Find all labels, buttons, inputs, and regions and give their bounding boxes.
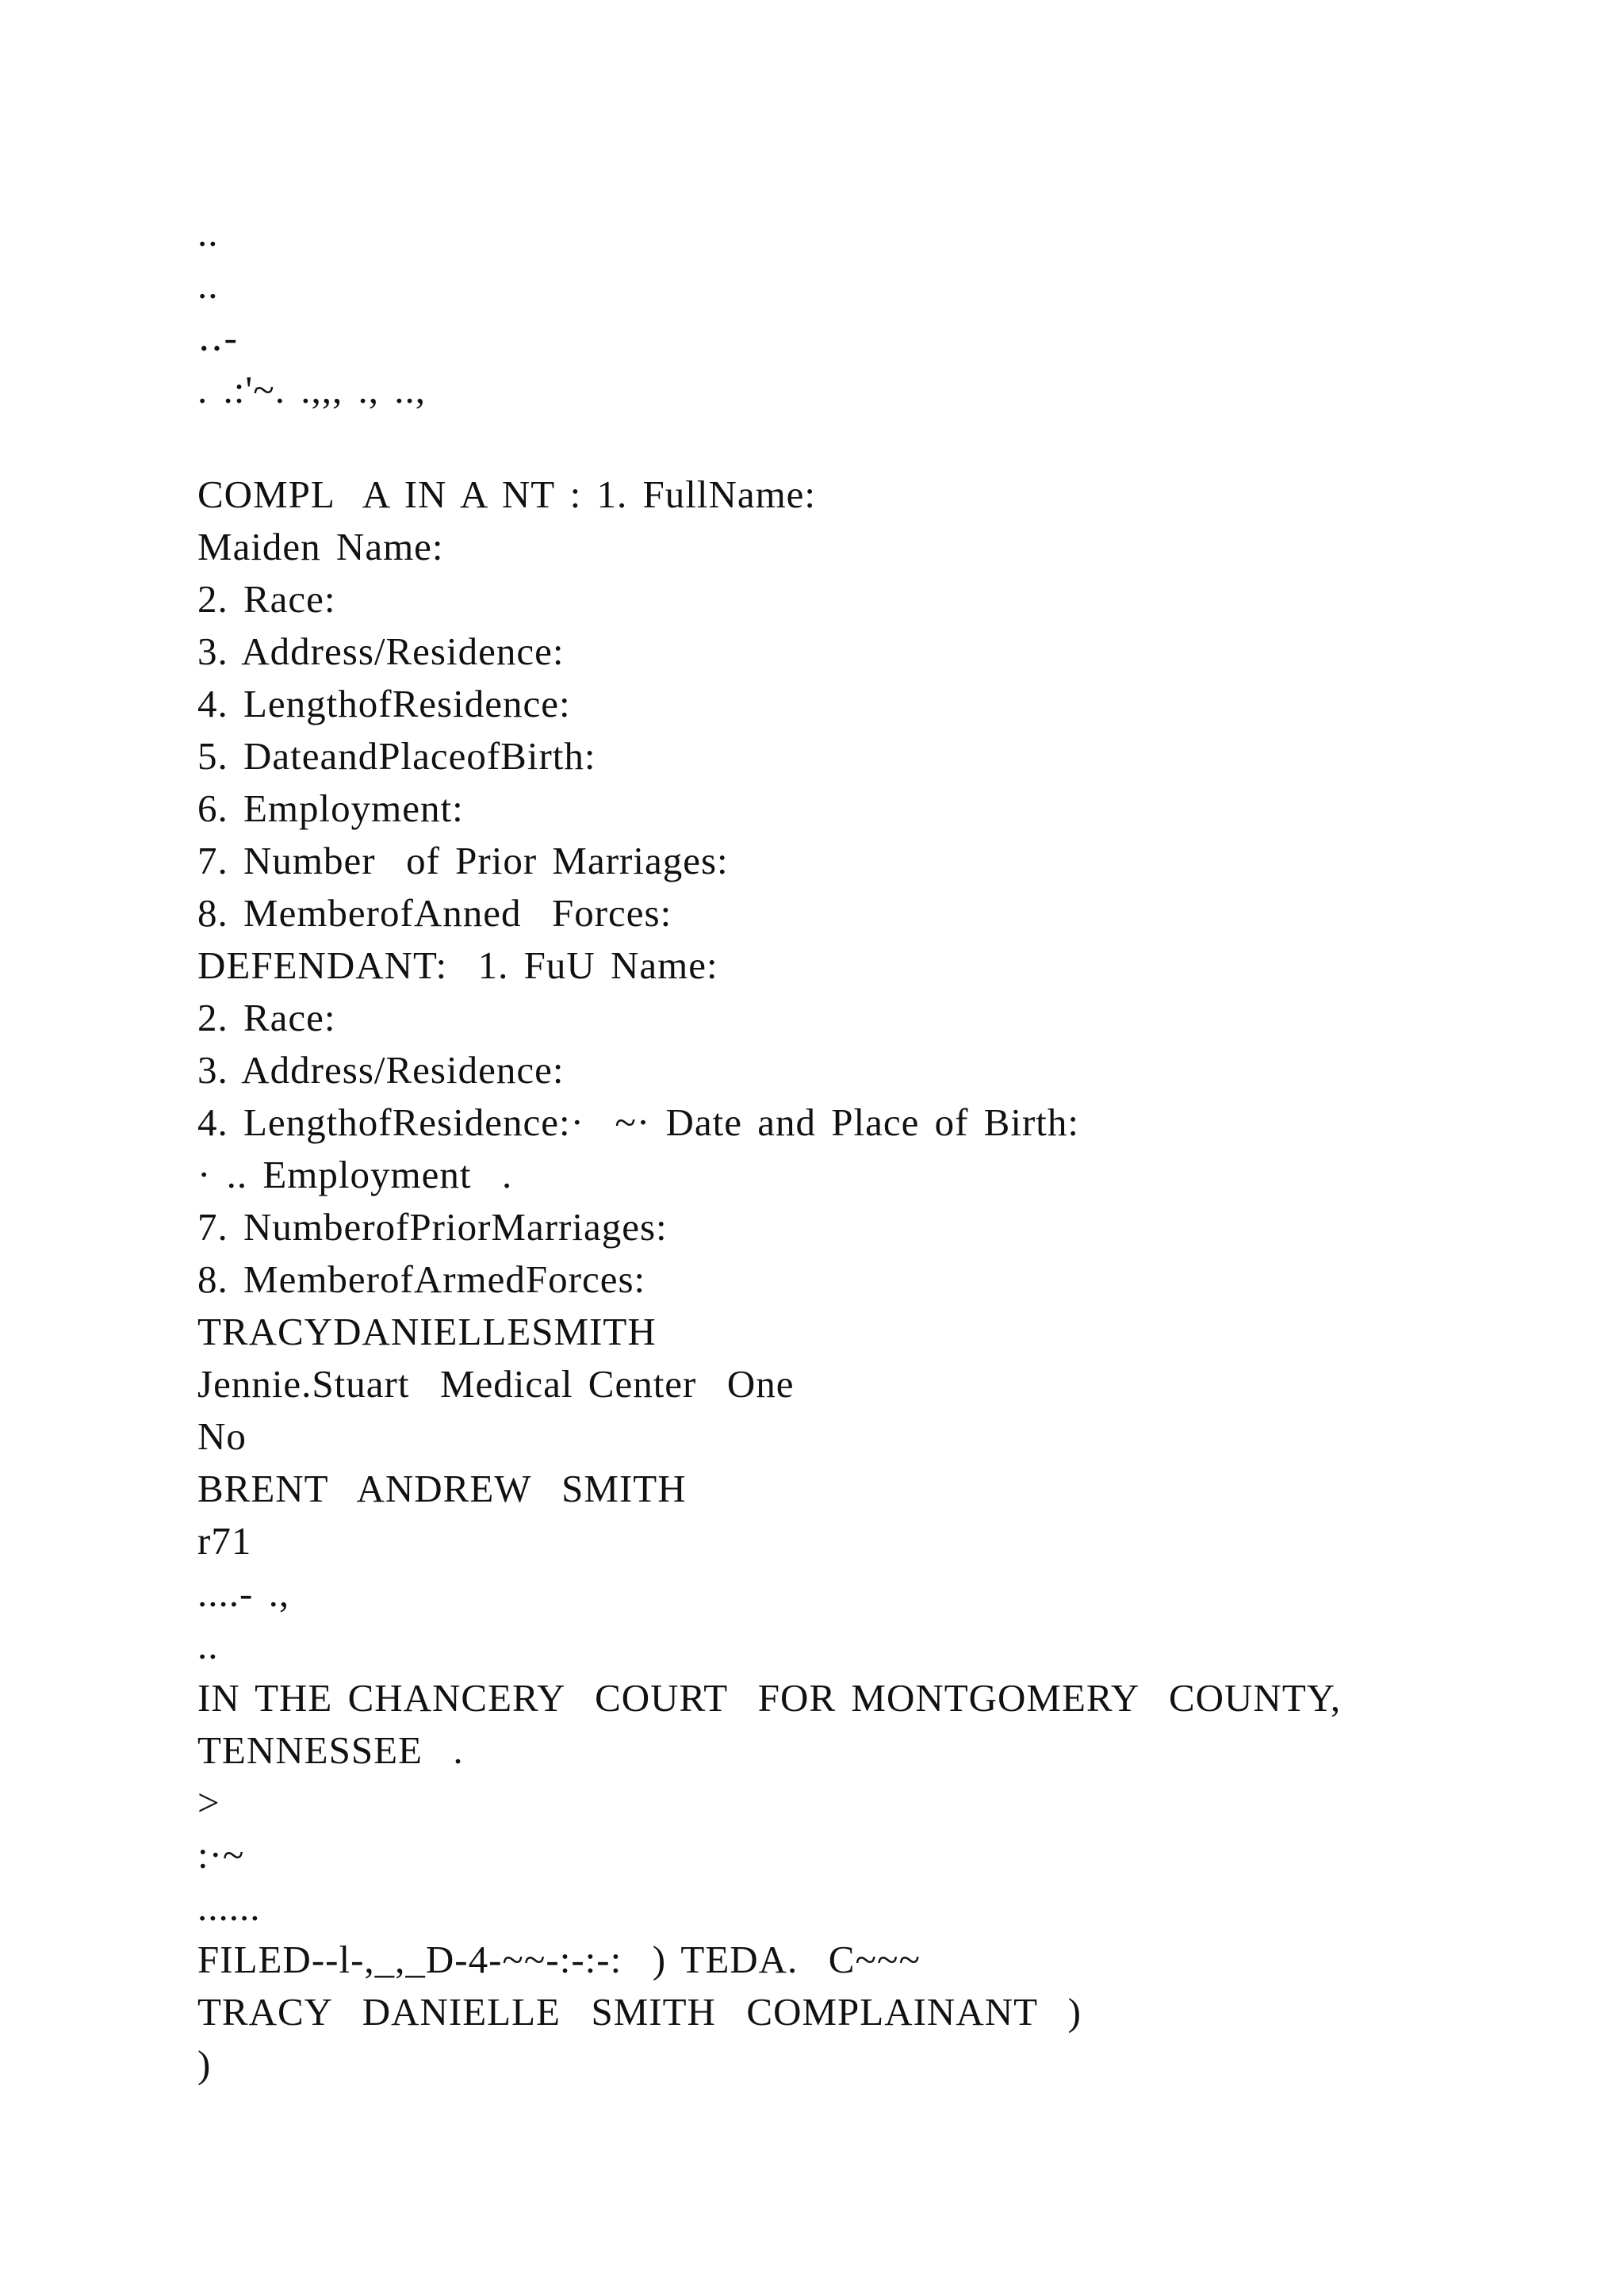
armed-forces-value: No [197, 1414, 247, 1458]
text-line: .. [197, 263, 219, 307]
blank-line [197, 416, 1341, 469]
address-label: 3. Address/Residence: [197, 629, 565, 673]
text-line: . .:'~. .,,, ., .., [197, 368, 426, 411]
text-line: r71 [197, 1519, 252, 1563]
text-line: ...... [197, 1885, 261, 1929]
text-line: ....- ., [197, 1571, 290, 1615]
defendant-armed-forces-label: 8. MemberofArmedForces: [197, 1257, 646, 1301]
case-caption-complainant: TRACY DANIELLE SMITH COMPLAINANT ) [197, 1990, 1082, 2034]
employment-value: Jennie.Stuart Medical Center One [197, 1362, 795, 1406]
text-line: .. [197, 1624, 219, 1667]
complainant-name-value: TRACYDANIELLESMITH [197, 1310, 657, 1353]
defendant-residence-birth-label: 4. LengthofResidence:· ~· Date and Place of Birth: [197, 1100, 1079, 1144]
text-line: > [197, 1781, 220, 1824]
race-label: 2. Race: [197, 577, 336, 621]
text-line: ‥- [197, 316, 238, 359]
defendant-address-label: 3. Address/Residence: [197, 1048, 565, 1092]
court-heading: IN THE CHANCERY COURT FOR MONTGOMERY COUNTY, [197, 1676, 1342, 1720]
text-line: :·~ [197, 1833, 245, 1877]
length-of-residence-label: 4. LengthofResidence: [197, 682, 571, 725]
maiden-name-label: Maiden Name: [197, 525, 444, 568]
defendant-race-label: 2. Race: [197, 996, 336, 1039]
defendant-full-name-label: DEFENDANT: 1. FuU Name: [197, 943, 718, 987]
armed-forces-label: 8. MemberofAnned Forces: [197, 891, 672, 935]
date-place-birth-label: 5. DateandPlaceofBirth: [197, 734, 596, 778]
defendant-employment-label: · .. Employment . [197, 1153, 513, 1196]
text-line: .. [197, 211, 219, 254]
case-caption-bracket: ) [197, 2042, 212, 2086]
court-heading-state: TENNESSEE . [197, 1728, 464, 1772]
prior-marriages-label: 7. Number of Prior Marriages: [197, 839, 729, 882]
defendant-prior-marriages-label: 7. NumberofPriorMarriages: [197, 1205, 668, 1249]
filed-stamp-line: FILED--l-,_,_D-4-~~-:-:-: ) TEDA. C~~~ [197, 1938, 921, 1981]
defendant-name-value: BRENT ANDREW SMITH [197, 1467, 687, 1510]
employment-label: 6. Employment: [197, 786, 464, 830]
complainant-full-name-label: COMPL A IN A NT : 1. FullName: [197, 473, 817, 516]
document-text-block [197, 207, 1341, 2091]
